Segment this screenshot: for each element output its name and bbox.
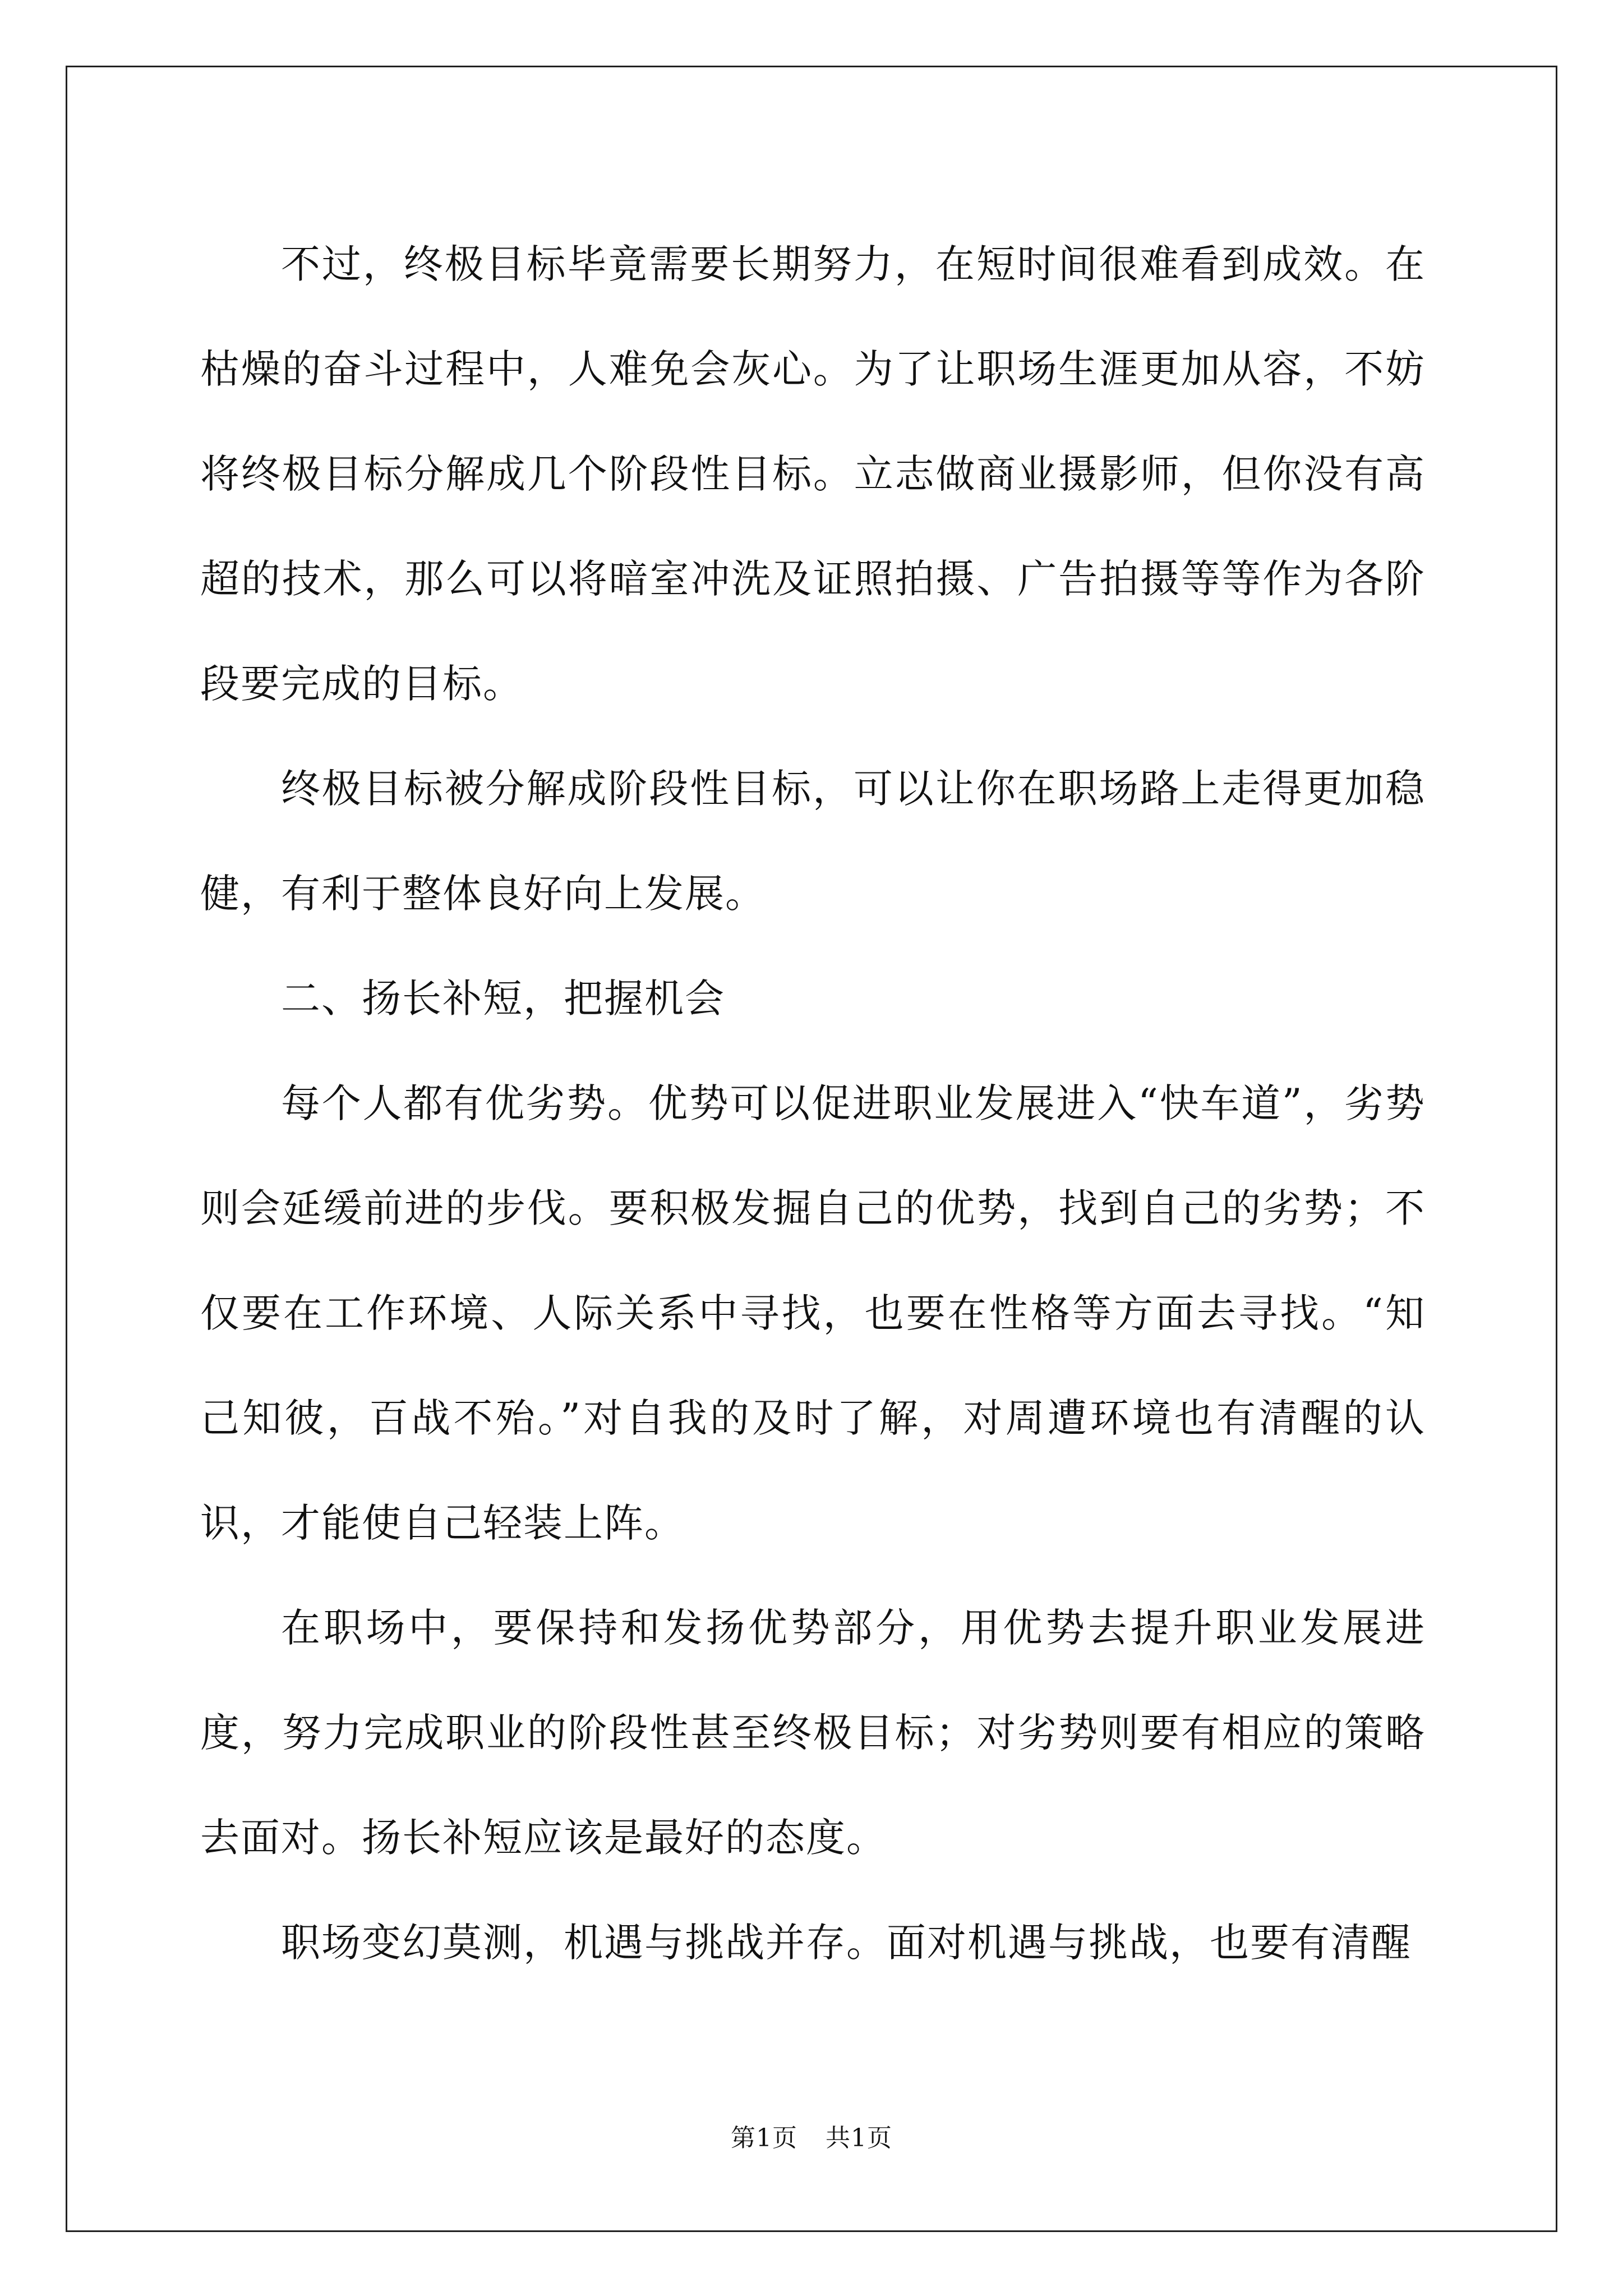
page-total: 共1页 [826,2124,892,2152]
paragraph-1: 不过，终极目标毕竟需要长期努力，在短时间很难看到成效。在枯燥的奋斗过程中，人难免会灰心。为了让职场生涯更加从容，不妨将终极目标分解成几个阶段性目标。立志做商业摄影师，但你没有高超的技术，那么可以将暗室冲洗及证照拍摄、广告拍摄等等作为各阶段要完成的目标。 [200,241,1426,707]
section-heading: 二、扬长补短，把握机会 [281,976,725,1022]
page-number: 第1页 [731,2124,797,2152]
paragraph-5: 职场变幻莫测，机遇与挑战并存。面对机遇与挑战，也要有清醒 [281,1920,1412,1966]
paragraph-3: 每个人都有优劣势。优势可以促进职业发展进入“快车道”，劣势则会延缓前进的步伐。要积极发掘自己的优势，找到自己的劣势；不仅要在工作环境、人际关系中寻找，也要在性格等方面去寻找。“知己知彼，百战不殆。”对自我的及时了解，对周遭环境也有清醒的认识，才能使自己轻装上阵。 [200,1080,1426,1546]
document-body [200,212,1426,1995]
paragraph-2: 终极目标被分解成阶段性目标，可以让你在职场路上走得更加稳健，有利于整体良好向上发展。 [200,766,1426,917]
page-footer [0,2118,1623,2154]
paragraph-4: 在职场中，要保持和发扬优势部分，用优势去提升职业发展进度，努力完成职业的阶段性甚至终极目标；对劣势则要有相应的策略去面对。扬长补短应该是最好的态度。 [200,1605,1426,1861]
